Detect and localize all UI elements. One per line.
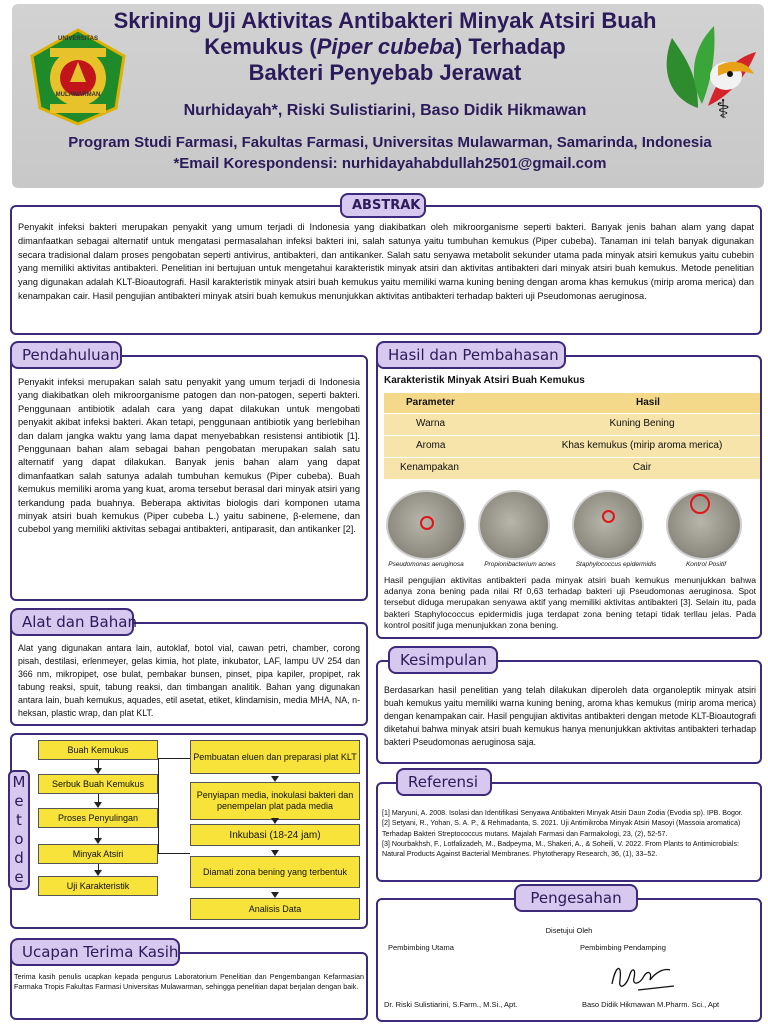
metode-letter: t <box>16 811 22 829</box>
flow-step: Minyak Atsiri <box>38 844 158 864</box>
flow-step: Analisis Data <box>190 898 360 920</box>
table-cell-parameter: Kenampakan <box>400 462 459 473</box>
metode-letter: M <box>12 773 26 791</box>
alat-bahan-text: Alat yang digunakan antara lain, autoklaf, botol vial, cawan petri, chamber, corong pisah, destilasi, erlenmeyer, gelas kimia, hot plate, inkubator, LAF, lampu UV 254 dan 366 nm, mikropipet, ose bulat, pembakar bunsen, pinset, pipa kapiler, propipet, rak tabung reaksi, spuit, tabung reaksi, dan timbangan analitik. Bahan yang digunakan antara lain, buah kemukus, aquades, etil asetat, etiket, klindamisin, media MHA, NA, n-heksan, plastic wrap, dan plat KLT. <box>18 643 360 718</box>
table-row <box>384 414 760 435</box>
table-cell-hasil: Kuning Bening <box>609 418 675 429</box>
flow-step: Buah Kemukus <box>38 740 158 760</box>
metode-letter: e <box>14 792 24 810</box>
abstract-text: Penyakit infeksi bakteri merupakan penyakit yang umum terjadi di Indonesia yang diakibatkan oleh mikroorganisme seperti bakteri. Banyak jenis bahan alam yang dapat dimanfaatkan sebagai alternatif untuk mengatasi permasalahan infeksi bakteri ini, salah satunya yaitu tumbuhan kemukus (Piper cubeba). Tanaman ini telah banyak digunakan secara tradisional dalam proses pengobatan seperti antivirus, antibakteri, dan antikanker. Salah satu senyawa metabolit sekunder utama pada minyak atsiri kemukus yaitu cubebin yang memiliki aktivitas antibakteri. Penelitian ini bertujuan untuk mengetahui karakteristik minyak atsiri dan aktivitas antibakteri dari minyak atsiri buah kemukus. Metode penelitian yang digunakan adalah KLT-Bioautografi. Hasil karakteristik minyak atsiri buah kemukus yaitu memiliki warna kuning bening dengan aroma khas kemukus (mirip aroma merica) dan kenampakan cair. Hasil pengujian antibakteri minyak atsiri buah kemukus menunjukkan aktivitas antibakteri terhadap bakteri uji Pseudomonas aeruginosa. <box>18 222 754 301</box>
abstract-heading: ABSTRAK <box>340 193 426 218</box>
reference-list <box>382 808 758 859</box>
hasil-heading: Hasil dan Pembahasan <box>376 341 566 369</box>
table-cell-parameter: Aroma <box>416 440 446 451</box>
flow-step: Inkubasi (18-24 jam) <box>190 824 360 846</box>
flow-branch-connector <box>158 758 190 854</box>
plate-label: Kontrol Positif <box>685 561 727 568</box>
metode-label <box>8 773 30 887</box>
flow-step: Pembuatan eluen dan preparasi plat KLT <box>190 740 360 774</box>
plate-staphylococcus <box>572 490 644 560</box>
pendahuluan-heading: Pendahuluan <box>10 341 122 369</box>
referensi-heading: Referensi <box>396 768 492 796</box>
pembimbing-utama-label: Pembimbing Utama <box>388 943 454 952</box>
svg-text:⚕: ⚕ <box>716 95 731 125</box>
table-row <box>384 458 760 479</box>
alat-bahan-heading: Alat dan Bahan <box>10 608 134 636</box>
plate-label: Staphylococcus epidermidis <box>575 561 657 568</box>
pembimbing-pendamping-name: Baso Didik Hikmawan M.Pharm. Sci., Apt <box>582 1000 720 1009</box>
pembimbing-pendamping-label: Pembimbing Pendamping <box>580 943 666 952</box>
hasil-text: Hasil pengujian aktivitas antibakteri pada minyak atsiri buah kemukus menunjukkan bahwa adanya zona bening pada nilai Rf 0,63 terhadap bakteri uji Pseudomonas aeruginosa. Spot tersebut diduga merupakan senyawa aktif yang memiliki aktivitas antibakteri [3]. Selain itu, pada bakteri Staphylococcus epidermidis juga terdapat zona bening tetapi tidak terllau jelas. Pada kontrol positif juga menunjukkan zona bening. <box>384 575 756 630</box>
flow-step: Proses Penyulingan <box>38 808 158 828</box>
pembimbing-utama-name: Dr. Riski Sulistiarini, S.Farm., M.Si., Apt. <box>384 1000 518 1009</box>
zone-marker <box>690 494 710 514</box>
email: *Email Korespondensi: nurhidayahabdullah2501@gmail.com <box>173 155 607 172</box>
flow-step: Uji Karakteristik <box>38 876 158 896</box>
flow-connector <box>98 794 99 802</box>
table-col-parameter: Parameter <box>406 397 455 408</box>
affiliation: Program Studi Farmasi, Fakultas Farmasi, Universitas Mulawarman, Samarinda, Indonesia <box>68 134 712 151</box>
table-title: Karakteristik Minyak Atsiri Buah Kemukus <box>384 375 585 386</box>
reference-item: [1] Maryuni, A. 2008. Isolasi dan Identifikasi Senyawa Antibakteri Minyak Atsiri Daun Zodia (Evodia sp). IPB. Bogor. <box>382 809 743 817</box>
flow-connector <box>98 760 99 768</box>
metode-letter: d <box>14 849 24 867</box>
reference-item: [3] Nourbakhsh, F., Lotfalizadeh, M., Badpeyma, M., Shakeri, A., & Soheili, V. 2022. From Plants to Antimicrobials: Natural Products Against Bacterial Membranes. Phytotherapy Research, 36, (1), 33–52. <box>382 839 739 859</box>
table-cell-hasil: Khas kemukus (mirip aroma merica) <box>561 440 723 451</box>
reference-item: [2] Setyani, R., Yohan, S. A. P., & Rehmadanta, S. 2021. Uji Antimikroba Minyak Atsiri Masoyi (Massoia aromatica) Terhadap Bakteri Streptococcus mutans. Majalah Farmasi dan Farmakologi, 23, (2), 52-57. <box>382 819 741 838</box>
plate-label: Propionibacterium acnes <box>484 561 556 568</box>
signature <box>608 960 678 994</box>
flow-step: Penyiapan media, inokulasi bakteri dan penempelan plat pada media <box>190 782 360 820</box>
zone-marker <box>602 510 615 523</box>
table-col-hasil: Hasil <box>636 397 660 408</box>
disetujui-label: Disetujui Oleh <box>545 926 593 935</box>
metode-letter: o <box>14 830 24 848</box>
plate-propionibacterium <box>478 490 550 560</box>
authors: Nurhidayah*, Riski Sulistiarini, Baso Didik Hikmawan <box>183 102 587 119</box>
poster-title: Skrining Uji Aktivitas Antibakteri Minyak Atsiri Buah Kemukus (Piper cubeba) Terhadap Bakteri Penyebab Jerawat <box>113 8 657 85</box>
flow-step: Diamati zona bening yang terbentuk <box>190 856 360 888</box>
metode-letter: e <box>14 868 24 886</box>
kesimpulan-text: Berdasarkan hasil penelitian yang telah dilakukan diperoleh data organoleptik minyak atsiri buah kemukus yaitu memiliki warna kuning bening, aroma khas kemukus (mirip aroma merica) dengan kenampakan cair. Hasil pengujian aktivitas antibakteri dengan metode KLT-Bioautografi diketahui bahwa minyak atsiri buah kemukus hanya menunjukkan aktivitas antibakteri terhadap bakteri Pseudomonas aeruginosa saja. <box>384 685 756 747</box>
pendahuluan-text: Penyakit infeksi merupakan salah satu penyakit yang umum terjadi di Indonesia yang diakibatkan oleh mikroorganisme patogen dan non-patogen, seperti bakteri. Penggunaan antibiotik adalah cara yang dapat dilakukan untuk mengobati penyakit akibat infeksi bakteri. Akan tetapi, penggunaan antibiotik yang berlebihan dan dalam jangka waktu yang lama dapat menyebabkan resistensi antibiotik [1]. Penggunaan bahan alam sebagai bahan pengobatan merupakan salah satu alternatif yang dapat dilakukan. Banyak jenis bahan alam yang dapat dimanfaatkan salah satunya adalah tumbuhan kemukus (Piper cubeba). Buah kemukus memiliki aroma yang kuat, aroma tersebut berasal dari minyak atsiri yang terkandung pada buahnya. Beberapa aktivitas biologis dari komponen utama minyak atsiri buah kemukus (Piper cubeba L.) yaitu sabinene, β-elemene, dan cubebol yang memiliki aktivitas sebagai antibakteri, antiparasit, dan antikanker [2]. <box>18 377 360 535</box>
flow-step: Serbuk Buah Kemukus <box>38 774 158 794</box>
pengesahan-heading: Pengesahan <box>514 884 638 912</box>
ucapan-text: Terima kasih penulis ucapkan kepada pengurus Laboratorium Penelitian dan Pengembangan Kefarmasian Farmaka Tropis Fakultas Farmasi Universitas Mulawarman, sehingga penelitian dapat berjalan dengan baik. <box>14 972 364 991</box>
table-cell-parameter: Warna <box>416 418 446 429</box>
logo-text-top: UNIVERSITAS <box>58 36 98 42</box>
zone-marker <box>420 516 434 530</box>
flow-connector <box>98 828 99 838</box>
table-cell-hasil: Cair <box>632 462 652 473</box>
table-header <box>384 393 760 413</box>
kesimpulan-heading: Kesimpulan <box>388 646 498 674</box>
table-row <box>384 436 760 457</box>
ucapan-heading: Ucapan Terima Kasih <box>10 938 180 966</box>
plate-label: Pseudomonas aeruginosa <box>388 561 464 568</box>
logo-text-bottom: MULAWARMAN <box>55 92 101 98</box>
